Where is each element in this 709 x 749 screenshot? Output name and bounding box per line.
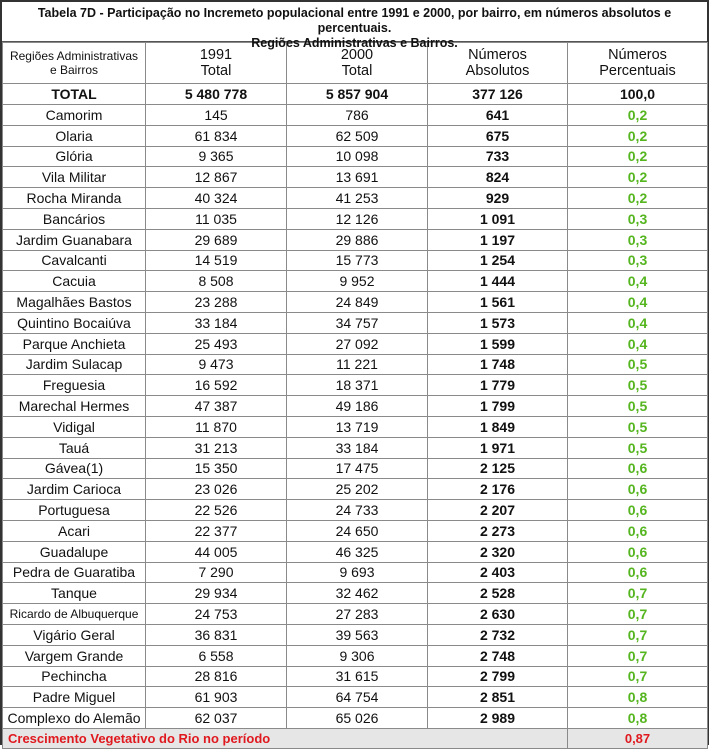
cell-absolute: 2 320 xyxy=(428,541,568,562)
cell-percent: 0,3 xyxy=(568,250,708,271)
header-percent-line2: Percentuais xyxy=(599,63,676,79)
cell-1991: 145 xyxy=(146,105,287,126)
table-row xyxy=(3,437,708,458)
table-row xyxy=(3,312,708,333)
cell-2000: 32 462 xyxy=(287,583,428,604)
cell-1991: 61 834 xyxy=(146,125,287,146)
table-row xyxy=(3,333,708,354)
table-row xyxy=(3,354,708,375)
cell-neighborhood: Cacuia xyxy=(3,271,146,292)
cell-neighborhood: Tauá xyxy=(3,437,146,458)
cell-neighborhood: Vigário Geral xyxy=(3,624,146,645)
cell-percent: 0,7 xyxy=(568,604,708,625)
cell-1991: 31 213 xyxy=(146,437,287,458)
header-absolute-line2: Absolutos xyxy=(465,63,530,79)
table-row xyxy=(3,458,708,479)
cell-1991: 9 365 xyxy=(146,146,287,167)
cell-neighborhood: Glória xyxy=(3,146,146,167)
cell-neighborhood: Guadalupe xyxy=(3,541,146,562)
cell-2000: 17 475 xyxy=(287,458,428,479)
total-row xyxy=(3,84,708,105)
cell-1991: 6 558 xyxy=(146,645,287,666)
cell-neighborhood: Marechal Hermes xyxy=(3,396,146,417)
cell-percent: 0,2 xyxy=(568,167,708,188)
cell-1991: 24 753 xyxy=(146,604,287,625)
cell-percent: 0,8 xyxy=(568,687,708,708)
cell-absolute: 1 849 xyxy=(428,416,568,437)
cell-1991: 44 005 xyxy=(146,541,287,562)
table-row xyxy=(3,105,708,126)
cell-1991: 61 903 xyxy=(146,687,287,708)
cell-2000: 64 754 xyxy=(287,687,428,708)
cell-1991: 11 870 xyxy=(146,416,287,437)
cell-neighborhood: Quintino Bocaiúva xyxy=(3,312,146,333)
cell-neighborhood: Cavalcanti xyxy=(3,250,146,271)
cell-percent: 0,5 xyxy=(568,375,708,396)
cell-percent: 0,5 xyxy=(568,416,708,437)
cell-percent: 0,2 xyxy=(568,146,708,167)
footer-label: Crescimento Vegetativo do Rio no período xyxy=(3,728,568,748)
cell-percent: 0,8 xyxy=(568,708,708,729)
cell-neighborhood: Bancários xyxy=(3,208,146,229)
total-percent: 100,0 xyxy=(568,84,708,105)
table-row xyxy=(3,250,708,271)
cell-percent: 0,7 xyxy=(568,666,708,687)
cell-neighborhood: Complexo do Alemão xyxy=(3,708,146,729)
header-regions-line1: Regiões Administrativas xyxy=(9,49,139,63)
cell-2000: 24 849 xyxy=(287,292,428,313)
cell-percent: 0,4 xyxy=(568,333,708,354)
cell-absolute: 2 630 xyxy=(428,604,568,625)
table-row xyxy=(3,708,708,729)
cell-2000: 39 563 xyxy=(287,624,428,645)
footer-value: 0,87 xyxy=(568,728,708,748)
cell-1991: 14 519 xyxy=(146,250,287,271)
cell-absolute: 1 573 xyxy=(428,312,568,333)
cell-neighborhood: Portuguesa xyxy=(3,500,146,521)
cell-neighborhood: Pechincha xyxy=(3,666,146,687)
cell-2000: 27 283 xyxy=(287,604,428,625)
cell-percent: 0,7 xyxy=(568,583,708,604)
cell-absolute: 2 528 xyxy=(428,583,568,604)
cell-1991: 23 288 xyxy=(146,292,287,313)
cell-2000: 9 306 xyxy=(287,645,428,666)
header-1991-line2: Total xyxy=(200,63,232,79)
cell-1991: 22 377 xyxy=(146,520,287,541)
cell-1991: 25 493 xyxy=(146,333,287,354)
cell-percent: 0,3 xyxy=(568,229,708,250)
cell-2000: 24 733 xyxy=(287,500,428,521)
cell-2000: 29 886 xyxy=(287,229,428,250)
table-row xyxy=(3,645,708,666)
total-2000: 5 857 904 xyxy=(287,84,428,105)
cell-absolute: 1 971 xyxy=(428,437,568,458)
cell-percent: 0,4 xyxy=(568,292,708,313)
cell-absolute: 2 403 xyxy=(428,562,568,583)
header-percent xyxy=(568,43,708,84)
cell-1991: 15 350 xyxy=(146,458,287,479)
cell-1991: 62 037 xyxy=(146,708,287,729)
cell-absolute: 1 779 xyxy=(428,375,568,396)
cell-2000: 13 691 xyxy=(287,167,428,188)
header-2000-line2: Total xyxy=(341,63,373,79)
cell-absolute: 2 989 xyxy=(428,708,568,729)
cell-absolute: 1 091 xyxy=(428,208,568,229)
table-row xyxy=(3,541,708,562)
cell-1991: 28 816 xyxy=(146,666,287,687)
cell-neighborhood: Acari xyxy=(3,520,146,541)
cell-percent: 0,6 xyxy=(568,479,708,500)
table-row xyxy=(3,520,708,541)
cell-neighborhood: Vargem Grande xyxy=(3,645,146,666)
table-row xyxy=(3,479,708,500)
cell-percent: 0,4 xyxy=(568,271,708,292)
header-percent-line1: Números xyxy=(608,47,667,63)
cell-percent: 0,5 xyxy=(568,354,708,375)
cell-absolute: 929 xyxy=(428,188,568,209)
cell-absolute: 2 748 xyxy=(428,645,568,666)
table-row xyxy=(3,375,708,396)
cell-2000: 31 615 xyxy=(287,666,428,687)
cell-neighborhood: Pedra de Guaratiba xyxy=(3,562,146,583)
cell-neighborhood: Vidigal xyxy=(3,416,146,437)
cell-1991: 8 508 xyxy=(146,271,287,292)
cell-1991: 36 831 xyxy=(146,624,287,645)
cell-absolute: 675 xyxy=(428,125,568,146)
cell-1991: 29 689 xyxy=(146,229,287,250)
cell-1991: 7 290 xyxy=(146,562,287,583)
cell-2000: 62 509 xyxy=(287,125,428,146)
cell-2000: 13 719 xyxy=(287,416,428,437)
cell-percent: 0,4 xyxy=(568,312,708,333)
total-label: TOTAL xyxy=(3,84,146,105)
cell-absolute: 1 748 xyxy=(428,354,568,375)
cell-2000: 24 650 xyxy=(287,520,428,541)
cell-neighborhood: Jardim Guanabara xyxy=(3,229,146,250)
cell-absolute: 2 207 xyxy=(428,500,568,521)
data-table xyxy=(2,42,708,749)
table-row xyxy=(3,500,708,521)
header-2000-line1: 2000 xyxy=(340,47,374,63)
table-row xyxy=(3,562,708,583)
cell-1991: 9 473 xyxy=(146,354,287,375)
cell-2000: 12 126 xyxy=(287,208,428,229)
cell-2000: 9 693 xyxy=(287,562,428,583)
cell-percent: 0,5 xyxy=(568,396,708,417)
table-row xyxy=(3,125,708,146)
cell-percent: 0,6 xyxy=(568,458,708,479)
total-absolute: 377 126 xyxy=(428,84,568,105)
cell-2000: 46 325 xyxy=(287,541,428,562)
cell-2000: 15 773 xyxy=(287,250,428,271)
total-1991: 5 480 778 xyxy=(146,84,287,105)
cell-absolute: 1 561 xyxy=(428,292,568,313)
cell-neighborhood: Olaria xyxy=(3,125,146,146)
title-line-1: Tabela 7D - Participação no Incremeto populacional entre 1991 e 2000, por bairro, em números absolutos e percentuais. xyxy=(37,6,672,35)
cell-absolute: 2 851 xyxy=(428,687,568,708)
cell-neighborhood: Camorim xyxy=(3,105,146,126)
cell-absolute: 824 xyxy=(428,167,568,188)
footer-row xyxy=(3,728,708,748)
cell-1991: 47 387 xyxy=(146,396,287,417)
cell-absolute: 2 273 xyxy=(428,520,568,541)
cell-percent: 0,6 xyxy=(568,500,708,521)
table-row xyxy=(3,666,708,687)
cell-neighborhood: Ricardo de Albuquerque xyxy=(3,604,146,625)
cell-neighborhood: Tanque xyxy=(3,583,146,604)
cell-2000: 10 098 xyxy=(287,146,428,167)
cell-absolute: 1 599 xyxy=(428,333,568,354)
cell-1991: 29 934 xyxy=(146,583,287,604)
cell-absolute: 641 xyxy=(428,105,568,126)
cell-2000: 27 092 xyxy=(287,333,428,354)
header-1991-line1: 1991 xyxy=(199,47,233,63)
table-row xyxy=(3,208,708,229)
cell-2000: 11 221 xyxy=(287,354,428,375)
table-row xyxy=(3,687,708,708)
cell-percent: 0,2 xyxy=(568,105,708,126)
table-row xyxy=(3,271,708,292)
cell-percent: 0,7 xyxy=(568,624,708,645)
cell-percent: 0,5 xyxy=(568,437,708,458)
cell-neighborhood: Padre Miguel xyxy=(3,687,146,708)
cell-absolute: 2 799 xyxy=(428,666,568,687)
cell-1991: 40 324 xyxy=(146,188,287,209)
cell-percent: 0,3 xyxy=(568,208,708,229)
table-row xyxy=(3,604,708,625)
table-row xyxy=(3,583,708,604)
cell-absolute: 1 197 xyxy=(428,229,568,250)
cell-percent: 0,2 xyxy=(568,188,708,209)
cell-neighborhood: Jardim Carioca xyxy=(3,479,146,500)
cell-1991: 33 184 xyxy=(146,312,287,333)
cell-2000: 9 952 xyxy=(287,271,428,292)
cell-2000: 18 371 xyxy=(287,375,428,396)
cell-2000: 25 202 xyxy=(287,479,428,500)
cell-absolute: 2 176 xyxy=(428,479,568,500)
table-row xyxy=(3,416,708,437)
cell-neighborhood: Vila Militar xyxy=(3,167,146,188)
table-row xyxy=(3,396,708,417)
cell-percent: 0,6 xyxy=(568,520,708,541)
table-row xyxy=(3,167,708,188)
cell-1991: 22 526 xyxy=(146,500,287,521)
cell-2000: 49 186 xyxy=(287,396,428,417)
cell-1991: 12 867 xyxy=(146,167,287,188)
cell-neighborhood: Freguesia xyxy=(3,375,146,396)
cell-2000: 34 757 xyxy=(287,312,428,333)
cell-1991: 16 592 xyxy=(146,375,287,396)
cell-neighborhood: Gávea(1) xyxy=(3,458,146,479)
table-row xyxy=(3,188,708,209)
table-title xyxy=(2,2,707,50)
header-regions-line2: e Bairros xyxy=(49,63,99,77)
cell-1991: 11 035 xyxy=(146,208,287,229)
header-regions xyxy=(3,43,146,84)
header-absolute-line1: Números xyxy=(468,47,527,63)
cell-2000: 41 253 xyxy=(287,188,428,209)
cell-neighborhood: Rocha Miranda xyxy=(3,188,146,209)
cell-2000: 65 026 xyxy=(287,708,428,729)
cell-neighborhood: Jardim Sulacap xyxy=(3,354,146,375)
cell-absolute: 2 125 xyxy=(428,458,568,479)
table-row xyxy=(3,229,708,250)
cell-absolute: 1 444 xyxy=(428,271,568,292)
cell-percent: 0,6 xyxy=(568,562,708,583)
table-row xyxy=(3,624,708,645)
cell-neighborhood: Magalhães Bastos xyxy=(3,292,146,313)
cell-absolute: 1 254 xyxy=(428,250,568,271)
cell-absolute: 2 732 xyxy=(428,624,568,645)
cell-percent: 0,2 xyxy=(568,125,708,146)
table-row xyxy=(3,292,708,313)
cell-percent: 0,7 xyxy=(568,645,708,666)
cell-1991: 23 026 xyxy=(146,479,287,500)
cell-2000: 786 xyxy=(287,105,428,126)
cell-absolute: 1 799 xyxy=(428,396,568,417)
cell-percent: 0,6 xyxy=(568,541,708,562)
cell-absolute: 733 xyxy=(428,146,568,167)
cell-neighborhood: Parque Anchieta xyxy=(3,333,146,354)
title-line-2: Regiões Administrativas e Bairros. xyxy=(251,36,458,50)
cell-2000: 33 184 xyxy=(287,437,428,458)
table-row xyxy=(3,146,708,167)
header-row xyxy=(3,43,708,84)
